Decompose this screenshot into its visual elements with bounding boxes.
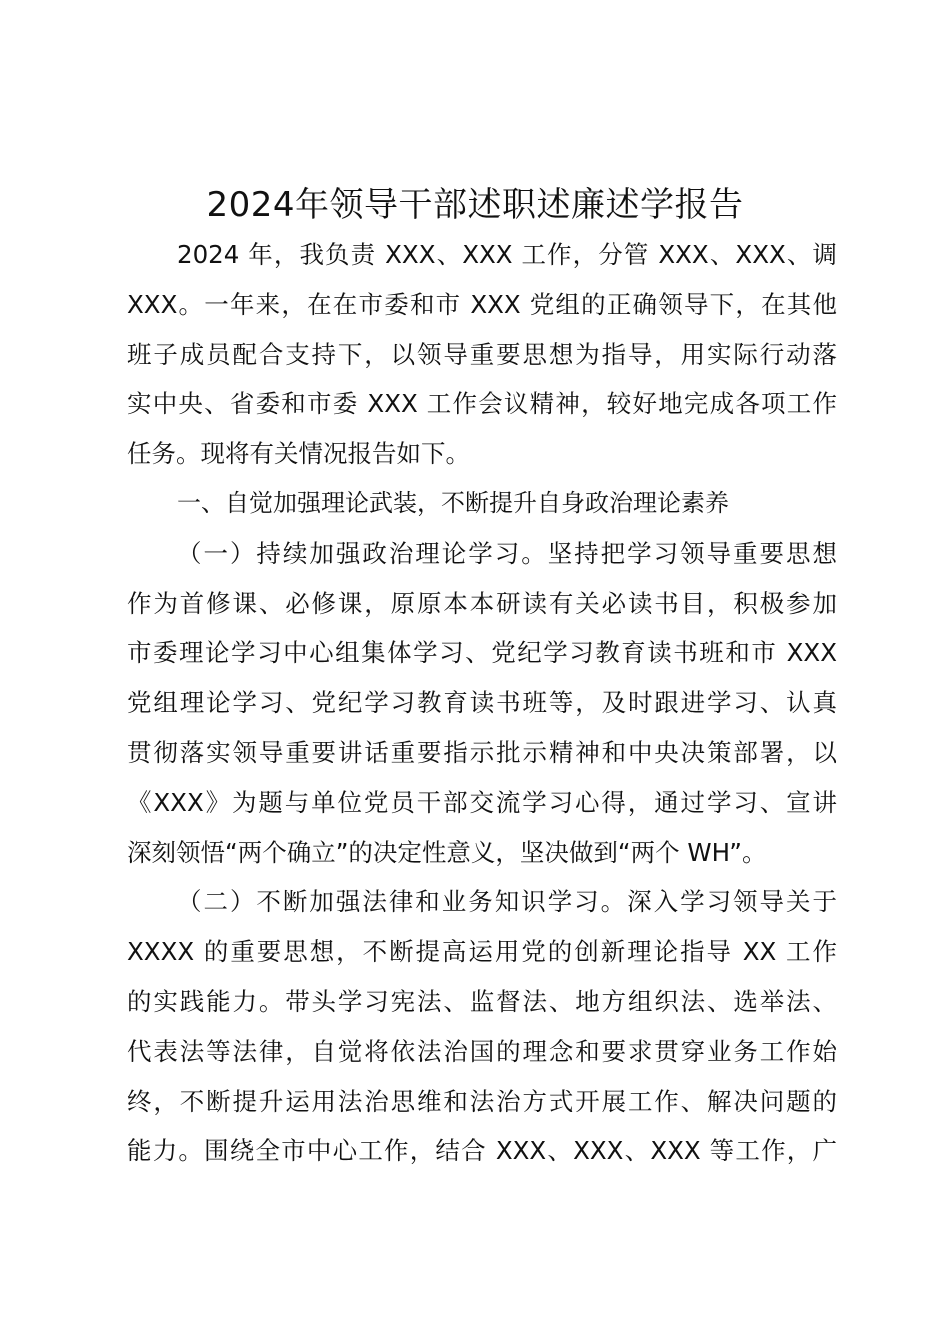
text-line: XXX。一年来，在在市委和市 XXX 党组的正确领导下，在其他 xyxy=(127,289,837,319)
section-heading-text: 一、自觉加强理论武装，不断提升自身政治理论素养 xyxy=(177,488,729,517)
text-line: 《XXX》为题与单位党员干部交流学习心得，通过学习、宣讲 xyxy=(127,787,837,817)
document-body xyxy=(127,230,837,1176)
text-line: 的实践能力。带头学习宪法、监督法、地方组织法、选举法、 xyxy=(127,986,837,1016)
text-line: 市委理论学习中心组集体学习、党纪学习教育读书班和市 XXX xyxy=(127,638,837,668)
text-line: 班子成员配合支持下，以领导重要思想为指导，用实际行动落 xyxy=(127,339,837,369)
text-line: 党组理论学习、党纪学习教育读书班等，及时跟进学习、认真 xyxy=(127,688,837,718)
paragraph-intro xyxy=(127,230,837,479)
text-line: XXXX 的重要思想，不断提高运用党的创新理论指导 XX 工作 xyxy=(127,937,837,967)
text-line: （二）不断加强法律和业务知识学习。深入学习领导关于 xyxy=(177,887,837,917)
paragraph-legal-study xyxy=(127,877,837,1176)
text-line: 作为首修课、必修课，原原本本研读有关必读书目，积极参加 xyxy=(127,588,837,618)
paragraph-political-study xyxy=(127,529,837,878)
section-heading xyxy=(127,479,837,529)
document-title: 2024年领导干部述职述廉述学报告 xyxy=(206,185,744,225)
text-line: 能力。围绕全市中心工作，结合 XXX、XXX、XXX 等工作，广 xyxy=(127,1136,837,1166)
text-line: 代表法等法律，自觉将依法治国的理念和要求贯穿业务工作始 xyxy=(127,1036,837,1066)
text-line: 2024 年，我负责 XXX、XXX 工作，分管 XXX、XXX、调 xyxy=(177,240,837,269)
text-line: （一）持续加强政治理论学习。坚持把学习领导重要思想 xyxy=(177,538,837,568)
text-line: 贯彻落实领导重要讲话重要指示批示精神和中央决策部署，以 xyxy=(127,737,837,767)
text-line: 终，不断提升运用法治思维和法治方式开展工作、解决问题的 xyxy=(127,1086,837,1116)
text-line: 实中央、省委和市委 XXX 工作会议精神，较好地完成各项工作 xyxy=(127,389,837,419)
text-line: 任务。现将有关情况报告如下。 xyxy=(127,439,470,469)
text-line: 深刻领悟“两个确立”的决定性意义，坚决做到“两个 WH”。 xyxy=(127,837,767,867)
